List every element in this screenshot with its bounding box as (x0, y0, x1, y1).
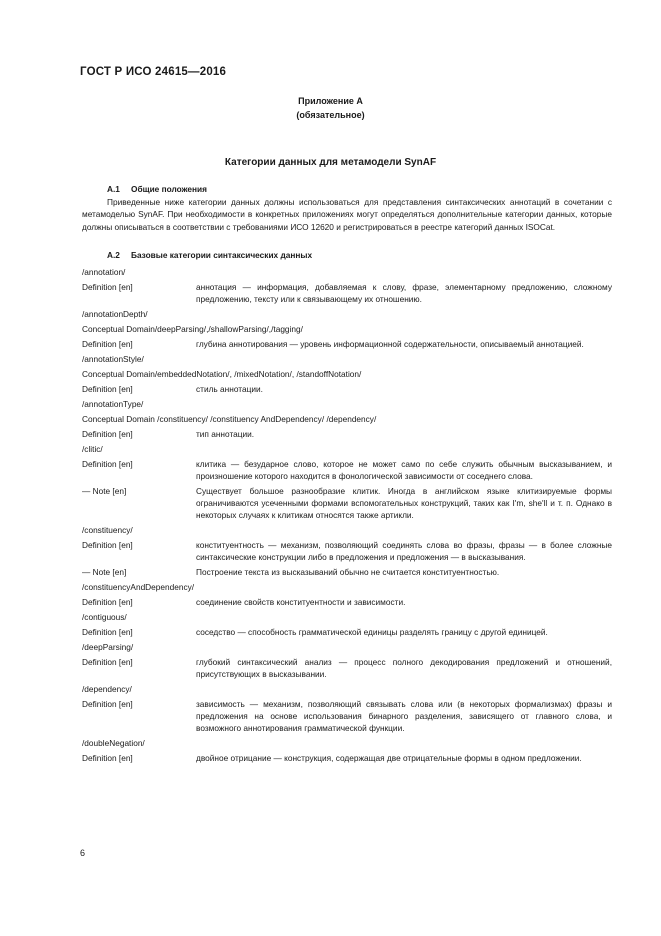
category-definition (82, 539, 612, 563)
category-term-name: /annotationStyle/ (82, 354, 144, 364)
category-definition (82, 626, 612, 638)
definition-text: глубокий синтаксический анализ — процесс полного декодирования предложений и отношений, присутствующих в высказывании. (196, 657, 612, 679)
subsection-a1-heading (107, 184, 207, 194)
category-term-name: /constituencyAndDependency/ (82, 582, 195, 592)
category-definition (82, 383, 612, 395)
category-term-name: Conceptual Domain/deepParsing/,/shallowParsing/,/tagging/ (82, 324, 303, 334)
category-definition (82, 596, 612, 608)
definition-text: двойное отрицание — конструкция, содержащая две отрицательные формы в одном предложении. (196, 753, 582, 763)
category-term (82, 413, 612, 425)
definition-text: Построение текста из высказываний обычно не считается конституентностью. (196, 567, 500, 577)
annex-status: (обязательное) (296, 110, 365, 120)
category-term-name: Conceptual Domain/embeddedNotation/, /mixedNotation/, /standoffNotation/ (82, 369, 362, 379)
section-title: Категории данных для метамодели SynAF (224, 157, 437, 168)
definition-text: зависимость — механизм, позволяющий связывать слова или (в некоторых формализмах) фразы и предложения на основе использования бинарного разделения, зависящего от главного слова, и возможного аннотирования грамматической функции. (196, 699, 612, 733)
category-term (82, 683, 612, 695)
category-term-name: /annotationType/ (82, 399, 144, 409)
category-term (82, 737, 612, 749)
definition-text: Существует большое разнообразие клитик. Иногда в английском языке клитизируемые формы ограничиваются усеченными формами вспомогательных конструкций, таких как I'm, she'll и т. п. Однако в некоторых случаях к клитикам относятся также артикли. (196, 486, 612, 520)
category-definition (82, 566, 612, 578)
definition-label: Definition [en] (82, 699, 133, 709)
subsection-a2-title: Базовые категории синтаксических данных (131, 250, 313, 260)
category-definition (82, 281, 612, 305)
page-number: 6 (80, 848, 86, 858)
definition-label: Definition [en] (82, 384, 133, 394)
definition-label: Definition [en] (82, 459, 133, 469)
category-term-name: /constituency/ (82, 525, 133, 535)
data-category-list (82, 266, 612, 764)
definition-label: — Note [en] (82, 486, 127, 496)
definition-label: Definition [en] (82, 282, 133, 292)
intro-paragraph: Приведенные ниже категории данных должны использоваться для представления синтаксических аннотаций в сочетании с метамоделью SynAF. При необходимости в конкретных приложениях могут определяться дополнительные категории данных, которые должны описываться в соответствии с требованиями ИСО 12620 и регистрироваться в реестре категорий данных ISOCat. (82, 197, 612, 232)
definition-text: глубина аннотирования — уровень информационной содержательности, описываемый аннотацией. (196, 339, 584, 349)
category-term (82, 266, 612, 278)
definition-label: Definition [en] (82, 597, 133, 607)
definition-label: — Note [en] (82, 567, 127, 577)
category-term (82, 524, 612, 536)
definition-text: клитика — безударное слово, которое не может само по себе служить обычным высказыванием, и произношение которого находится в фонологической зависимости от соседнего слова. (196, 459, 612, 481)
category-term (82, 611, 612, 623)
category-term-name: /contiguous/ (82, 612, 127, 622)
definition-label: Definition [en] (82, 540, 133, 550)
category-definition (82, 338, 612, 350)
subsection-a1-number: А.1 (107, 184, 120, 194)
page-header: ГОСТ Р ИСО 24615—2016 (80, 66, 227, 78)
definition-label: Definition [en] (82, 657, 133, 667)
category-definition (82, 752, 612, 764)
category-term (82, 368, 612, 380)
category-term-name: /deepParsing/ (82, 642, 134, 652)
definition-label: Definition [en] (82, 753, 133, 763)
category-definition (82, 656, 612, 680)
definition-label: Definition [en] (82, 339, 133, 349)
category-term (82, 641, 612, 653)
annex-title: Приложение А (298, 96, 363, 106)
category-definition (82, 698, 612, 734)
category-term-name: /dependency/ (82, 684, 132, 694)
definition-text: тип аннотации. (196, 429, 255, 439)
category-term-name: /annotationDepth/ (82, 309, 148, 319)
subsection-a1-title: Общие положения (131, 184, 207, 194)
category-definition (82, 485, 612, 521)
definition-text: стиль аннотации. (196, 384, 263, 394)
definition-label: Definition [en] (82, 627, 133, 637)
definition-text: соседство — способность грамматической единицы разделять границу с другой единицей. (196, 627, 548, 637)
category-term (82, 308, 612, 320)
category-term (82, 581, 612, 593)
subsection-a2-number: А.2 (107, 250, 120, 260)
category-definition (82, 428, 612, 440)
category-definition (82, 458, 612, 482)
category-term (82, 323, 612, 335)
category-term-name: Conceptual Domain /constituency/ /constituency AndDependency/ /dependency/ (82, 414, 377, 424)
subsection-a2-heading (107, 250, 312, 260)
category-term-name: /doubleNegation/ (82, 738, 145, 748)
definition-label: Definition [en] (82, 429, 133, 439)
category-term-name: /clitic/ (82, 444, 103, 454)
category-term (82, 353, 612, 365)
definition-text: соединение свойств конституентности и зависимости. (196, 597, 406, 607)
category-term-name: /annotation/ (82, 267, 126, 277)
category-term (82, 443, 612, 455)
definition-text: аннотация — информация, добавляемая к слову, фразе, элементарному предложению, сложному предложению, тексту или к связывающему их отношению. (196, 282, 612, 304)
category-term (82, 398, 612, 410)
definition-text: конституентность — механизм, позволяющий соединять слова во фразы, фразы — в более сложные синтаксические конструкции либо в предложения и предложения — в высказывания. (196, 540, 612, 562)
